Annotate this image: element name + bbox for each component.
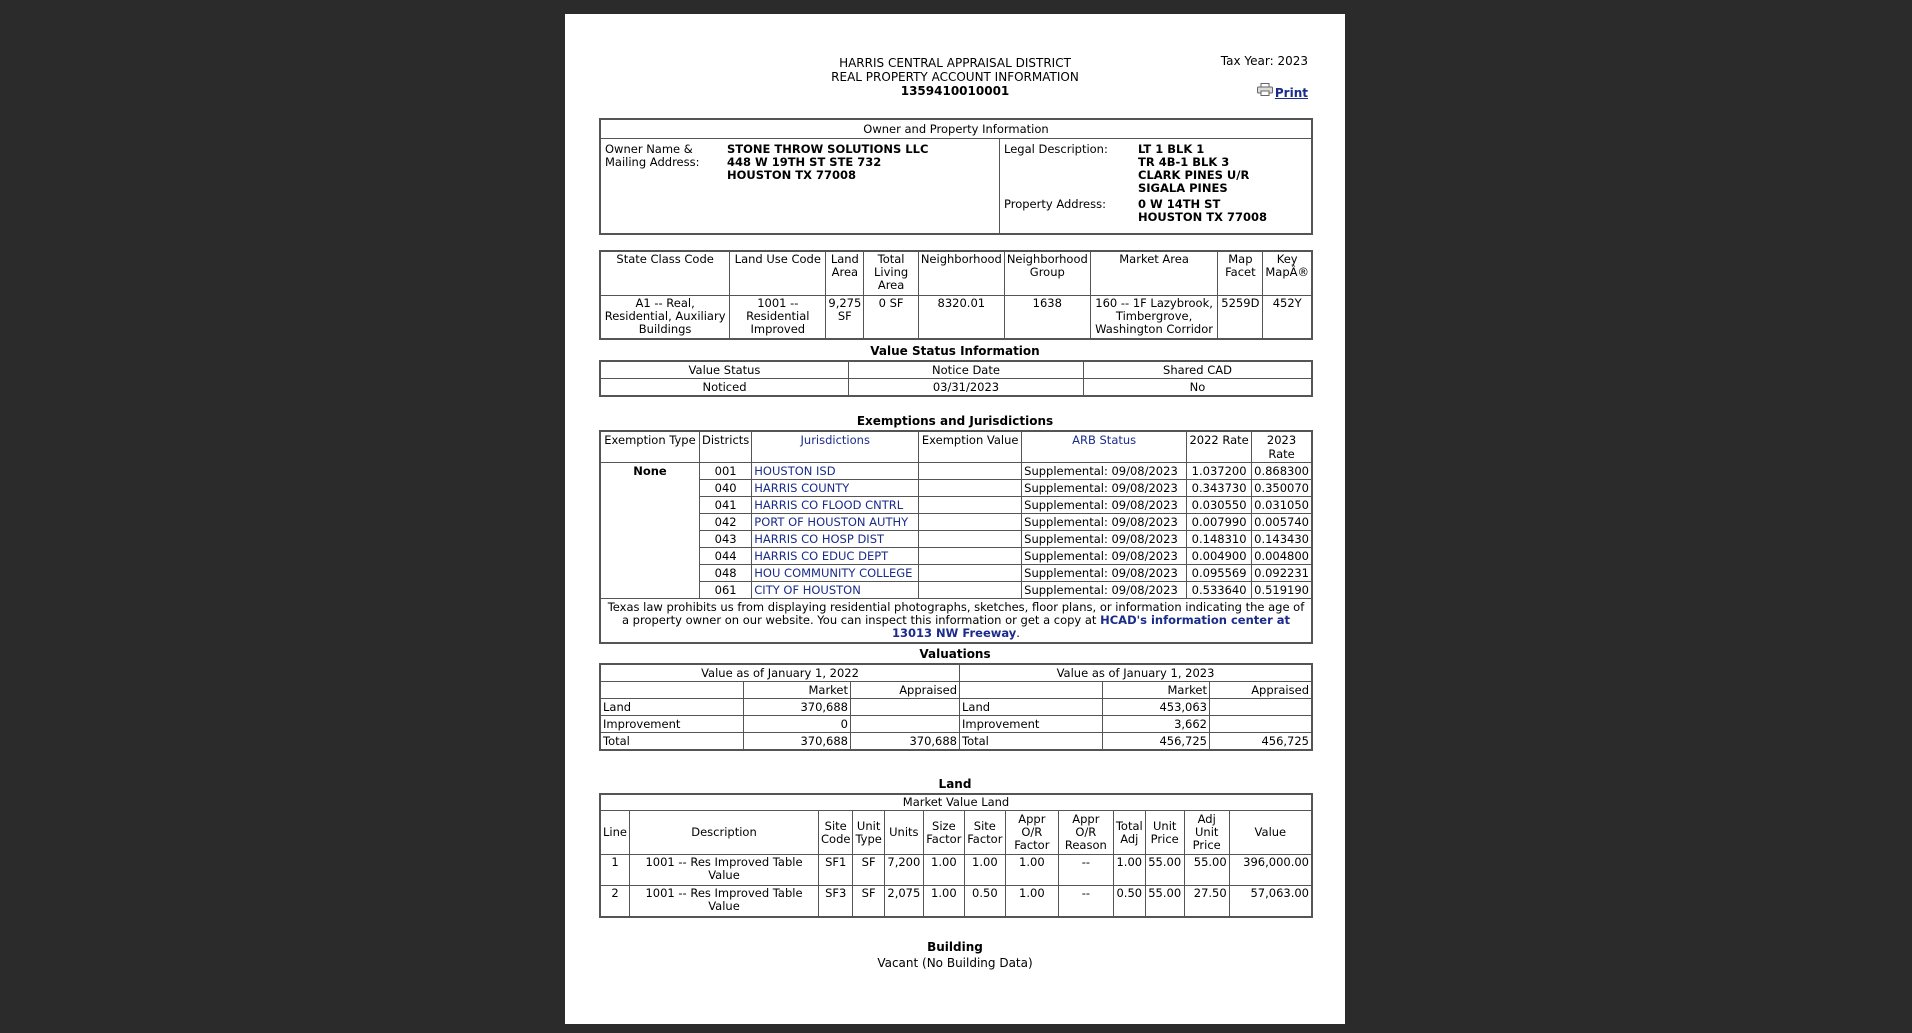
valuation-label: Improvement (960, 716, 1103, 733)
arb-status: Supplemental: 09/08/2023 (1022, 565, 1187, 582)
site-code-header: Site Code (819, 811, 853, 855)
units: 2,075 (884, 886, 923, 917)
state-class-value: A1 -- Real, Residential, Auxiliary Buildings (600, 295, 730, 339)
living-area-value: 0 SF (864, 295, 919, 339)
building-text: Vacant (No Building Data) (877, 956, 1033, 970)
jurisdiction-link[interactable]: HARRIS CO FLOOD CNTRL (752, 497, 919, 514)
adj-unit-price: 27.50 (1184, 886, 1229, 917)
header-land-use: Land Use Code (730, 251, 826, 295)
land-value: 57,063.00 (1229, 886, 1312, 917)
total-adj-header: Total Adj (1113, 811, 1145, 855)
mailing-address-label: Mailing Address: (605, 155, 700, 169)
printer-icon (1257, 83, 1273, 96)
exemption-value (919, 548, 1022, 565)
appraised-2023 (1210, 699, 1313, 716)
notice-date-value: 03/31/2023 (849, 379, 1084, 397)
jurisdiction-link[interactable]: HOU COMMUNITY COLLEGE (752, 565, 919, 582)
unit-type: SF (853, 855, 884, 886)
exemptions-table (599, 430, 1313, 644)
value-header: Value (1229, 811, 1312, 855)
legal-cell (1000, 139, 1313, 235)
arb-status: Supplemental: 09/08/2023 (1022, 497, 1187, 514)
print-link[interactable] (1257, 83, 1308, 100)
land-use-value: 1001 -- Residential Improved (730, 295, 826, 339)
jurisdictions-header[interactable]: Jurisdictions (752, 431, 919, 463)
owner-name: STONE THROW SOLUTIONS LLC (727, 142, 929, 156)
appr-factor: 1.00 (1005, 886, 1058, 917)
adj-unit-price-header: Adj Unit Price (1184, 811, 1229, 855)
legal-line4: SIGALA PINES (1138, 181, 1228, 195)
district-code: 044 (699, 548, 751, 565)
appraised-2022: 370,688 (851, 733, 960, 751)
org-name: HARRIS CENTRAL APPRAISAL DISTRICT (839, 56, 1071, 70)
header-neighborhood: Neighborhood (918, 251, 1004, 295)
exemption-type-header: Exemption Type (600, 431, 699, 463)
total-adj: 0.50 (1113, 886, 1145, 917)
building-title: Building (927, 940, 983, 954)
arb-status: Supplemental: 09/08/2023 (1022, 548, 1187, 565)
rate-2023-header: 2023 Rate (1252, 431, 1312, 463)
land-area-value: 9,275 SF (826, 295, 864, 339)
blank-cell (960, 682, 1103, 699)
shared-cad-value: No (1084, 379, 1313, 397)
value-2023-header: Value as of January 1, 2023 (960, 664, 1313, 682)
rate-2022: 0.148310 (1187, 531, 1252, 548)
rate-2022: 0.004900 (1187, 548, 1252, 565)
appr-factor: 1.00 (1005, 855, 1058, 886)
district-code: 040 (699, 480, 751, 497)
header-map-facet: Map Facet (1218, 251, 1263, 295)
land-line: 1 (600, 855, 630, 886)
district-code: 048 (699, 565, 751, 582)
valuation-label: Improvement (600, 716, 744, 733)
appraised-2023 (1210, 716, 1313, 733)
appraised-2023-header: Appraised (1210, 682, 1313, 699)
site-code: SF3 (819, 886, 853, 917)
land-description: 1001 -- Res Improved Table Value (630, 855, 819, 886)
legal-description-label: Legal Description: (1004, 142, 1108, 156)
line-header: Line (600, 811, 630, 855)
legal-line2: TR 4B-1 BLK 3 (1138, 155, 1230, 169)
appraised-2023: 456,725 (1210, 733, 1313, 751)
header-living-area: Total Living Area (864, 251, 919, 295)
units-header: Units (884, 811, 923, 855)
market-value-land-title: Market Value Land (600, 794, 1312, 811)
appr-reason: -- (1058, 886, 1113, 917)
valuations-table (599, 663, 1313, 751)
property-address-line1: 0 W 14TH ST (1138, 197, 1221, 211)
units: 7,200 (884, 855, 923, 886)
privacy-notice (600, 599, 1312, 644)
exemption-value (919, 582, 1022, 599)
market-2023: 453,063 (1103, 699, 1210, 716)
rate-2022: 0.030550 (1187, 497, 1252, 514)
exemption-value (919, 463, 1022, 480)
neighborhood-value: 8320.01 (918, 295, 1004, 339)
header-land-area: Land Area (826, 251, 864, 295)
value-2022-header: Value as of January 1, 2022 (600, 664, 960, 682)
district-code: 041 (699, 497, 751, 514)
rate-2022: 1.037200 (1187, 463, 1252, 480)
district-code: 042 (699, 514, 751, 531)
unit-type: SF (853, 886, 884, 917)
appr-reason-header: Appr O/R Reason (1058, 811, 1113, 855)
district-code: 043 (699, 531, 751, 548)
valuation-label: Land (600, 699, 744, 716)
header-market-area: Market Area (1090, 251, 1218, 295)
property-class-table (599, 250, 1313, 340)
exemption-value (919, 531, 1022, 548)
valuation-label: Land (960, 699, 1103, 716)
privacy-notice-end: . (1016, 626, 1020, 640)
rate-2023: 0.004800 (1252, 548, 1312, 565)
exemption-value (919, 497, 1022, 514)
value-status-value: Noticed (600, 379, 849, 397)
unit-price: 55.00 (1145, 855, 1184, 886)
valuations-title: Valuations (919, 647, 991, 661)
rate-2023: 0.143430 (1252, 531, 1312, 548)
land-line: 2 (600, 886, 630, 917)
exemptions-title: Exemptions and Jurisdictions (856, 414, 1054, 428)
site-factor: 0.50 (964, 886, 1005, 917)
info-center-link[interactable]: HCAD's information center at 13013 NW Freeway (892, 613, 1290, 640)
key-map-value: 452Y (1263, 295, 1312, 339)
appr-factor-header: Appr O/R Factor (1005, 811, 1058, 855)
arb-status: Supplemental: 09/08/2023 (1022, 531, 1187, 548)
owner-property-table (599, 118, 1313, 235)
land-value: 396,000.00 (1229, 855, 1312, 886)
valuation-label: Total (600, 733, 744, 751)
property-address-label: Property Address: (1004, 197, 1106, 211)
market-2022: 370,688 (744, 699, 851, 716)
rate-2022: 0.343730 (1187, 480, 1252, 497)
market-2022: 0 (744, 716, 851, 733)
market-2023: 3,662 (1103, 716, 1210, 733)
unit-price-header: Unit Price (1145, 811, 1184, 855)
shared-cad-header: Shared CAD (1084, 361, 1313, 379)
owner-cell (600, 139, 1000, 235)
rate-2023: 0.005740 (1252, 514, 1312, 531)
arb-status-header[interactable]: ARB Status (1022, 431, 1187, 463)
value-status-title: Value Status Information (870, 344, 1040, 358)
document-page (565, 14, 1345, 1024)
header-state-class: State Class Code (600, 251, 730, 295)
jurisdiction-link[interactable]: PORT OF HOUSTON AUTHY (752, 514, 919, 531)
rate-2023: 0.519190 (1252, 582, 1312, 599)
owner-section-title: Owner and Property Information (600, 119, 1312, 139)
jurisdiction-link[interactable]: CITY OF HOUSTON (752, 582, 919, 599)
site-factor: 1.00 (964, 855, 1005, 886)
neighborhood-group-value: 1638 (1004, 295, 1090, 339)
rate-2022-header: 2022 Rate (1187, 431, 1252, 463)
exemption-value-header: Exemption Value (919, 431, 1022, 463)
exemption-value (919, 514, 1022, 531)
legal-line1: LT 1 BLK 1 (1138, 142, 1205, 156)
rate-2022: 0.007990 (1187, 514, 1252, 531)
blank-cell (600, 682, 744, 699)
rate-2023: 0.350070 (1252, 480, 1312, 497)
district-code: 061 (699, 582, 751, 599)
property-address-line2: HOUSTON TX 77008 (1138, 210, 1267, 224)
account-number: 1359410010001 (900, 84, 1010, 98)
appraised-2022-header: Appraised (851, 682, 960, 699)
district-code: 001 (699, 463, 751, 480)
owner-address-line1: 448 W 19TH ST STE 732 (727, 155, 882, 169)
unit-type-header: Unit Type (853, 811, 884, 855)
header-neighborhood-group: Neighborhood Group (1004, 251, 1090, 295)
jurisdiction-link[interactable]: HARRIS CO HOSP DIST (752, 531, 919, 548)
owner-name-label: Owner Name & (605, 142, 693, 156)
unit-price: 55.00 (1145, 886, 1184, 917)
land-table (599, 793, 1313, 918)
owner-address-line2: HOUSTON TX 77008 (727, 168, 856, 182)
size-factor-header: Size Factor (923, 811, 964, 855)
description-header: Description (630, 811, 819, 855)
page-subtitle: REAL PROPERTY ACCOUNT INFORMATION (831, 70, 1079, 84)
legal-line3: CLARK PINES U/R (1138, 168, 1250, 182)
appraised-2022 (851, 699, 960, 716)
market-2022: 370,688 (744, 733, 851, 751)
arb-status: Supplemental: 09/08/2023 (1022, 480, 1187, 497)
market-area-value: 160 -- 1F Lazybrook, Timbergrove, Washington Corridor (1090, 295, 1218, 339)
value-status-table (599, 360, 1313, 397)
exemption-type-value: None (600, 463, 699, 599)
print-label: Print (1274, 86, 1308, 100)
header-key-map: Key MapÂ® (1263, 251, 1312, 295)
rate-2023: 0.031050 (1252, 497, 1312, 514)
jurisdiction-link[interactable]: HOUSTON ISD (752, 463, 919, 480)
exemption-value (919, 480, 1022, 497)
market-2022-header: Market (744, 682, 851, 699)
appraised-2022 (851, 716, 960, 733)
land-description: 1001 -- Res Improved Table Value (630, 886, 819, 917)
arb-status: Supplemental: 09/08/2023 (1022, 514, 1187, 531)
arb-status: Supplemental: 09/08/2023 (1022, 582, 1187, 599)
valuation-label: Total (960, 733, 1103, 751)
market-2023: 456,725 (1103, 733, 1210, 751)
size-factor: 1.00 (923, 855, 964, 886)
appr-reason: -- (1058, 855, 1113, 886)
tax-year: Tax Year: 2023 (1220, 54, 1308, 68)
site-factor-header: Site Factor (964, 811, 1005, 855)
rate-2023: 0.868300 (1252, 463, 1312, 480)
size-factor: 1.00 (923, 886, 964, 917)
privacy-notice-text: Texas law prohibits us from displaying residential photographs, sketches, floor plans, or information indicating the age of a property owner on our website. You can inspect this information or get a copy at (607, 600, 1305, 627)
land-title: Land (938, 777, 972, 791)
rate-2022: 0.533640 (1187, 582, 1252, 599)
jurisdiction-link[interactable]: HARRIS CO EDUC DEPT (752, 548, 919, 565)
jurisdiction-link[interactable]: HARRIS COUNTY (752, 480, 919, 497)
site-code: SF1 (819, 855, 853, 886)
arb-status: Supplemental: 09/08/2023 (1022, 463, 1187, 480)
rate-2023: 0.092231 (1252, 565, 1312, 582)
exemption-value (919, 565, 1022, 582)
adj-unit-price: 55.00 (1184, 855, 1229, 886)
rate-2022: 0.095569 (1187, 565, 1252, 582)
notice-date-header: Notice Date (849, 361, 1084, 379)
districts-header: Districts (699, 431, 751, 463)
value-status-header: Value Status (600, 361, 849, 379)
map-facet-value: 5259D (1218, 295, 1263, 339)
total-adj: 1.00 (1113, 855, 1145, 886)
market-2023-header: Market (1103, 682, 1210, 699)
